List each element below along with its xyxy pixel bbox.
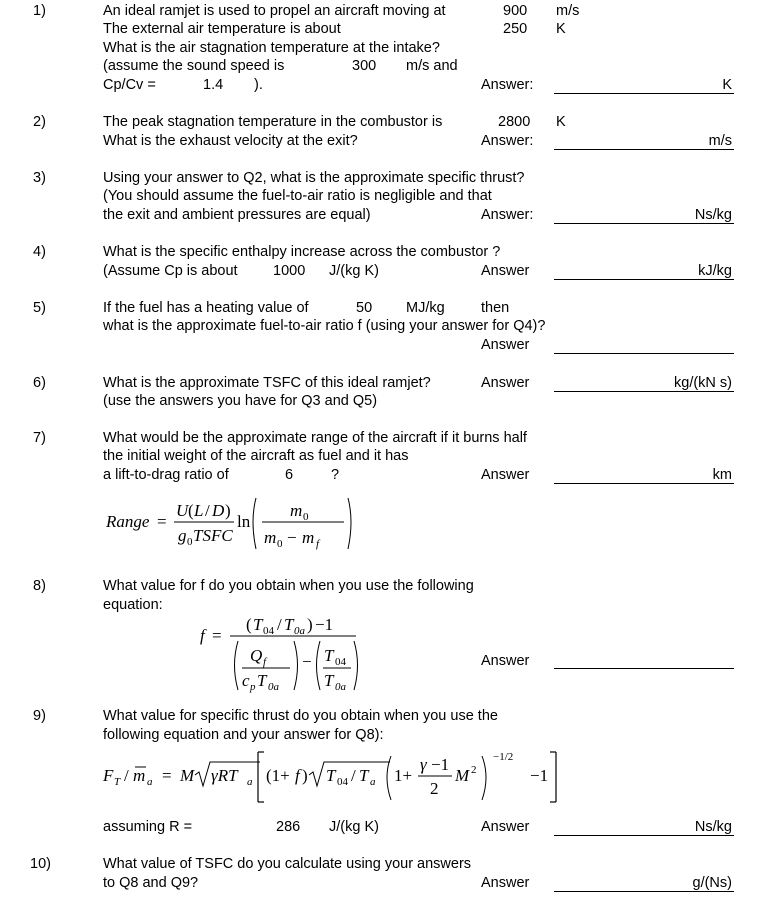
question-text: Cp/Cv =: [103, 77, 156, 93]
svg-text:f: f: [200, 626, 205, 645]
answer-label: Answer:: [481, 207, 534, 223]
svg-text:F: F: [103, 766, 114, 785]
question-text: what is the approximate fuel-to-air ratio f (using your answer for Q4)?: [103, 318, 546, 334]
svg-text:p: p: [250, 681, 256, 693]
question-text: Using your answer to Q2, what is the approximate specific thrust?: [103, 170, 525, 186]
svg-text:/: /: [351, 766, 356, 785]
given-unit: MJ/kg: [406, 300, 445, 316]
question-text: The peak stagnation temperature in the combustor is: [103, 114, 443, 130]
answer-unit: km: [712, 467, 732, 483]
svg-text:04: 04: [337, 776, 348, 788]
svg-text:0a: 0a: [268, 681, 279, 693]
svg-text:0: 0: [303, 511, 309, 523]
question-text: (assume the sound speed is: [103, 58, 285, 74]
given-value: 286: [276, 819, 301, 835]
svg-text:=: =: [162, 766, 172, 785]
svg-text:04: 04: [335, 656, 346, 668]
question-text: following equation and your answer for Q8):: [103, 727, 384, 743]
question-text: An ideal ramjet is used to propel an aircraft moving at: [103, 3, 446, 19]
svg-text:M: M: [455, 766, 470, 785]
given-unit: K: [556, 21, 566, 37]
svg-text:0: 0: [187, 536, 193, 548]
question-number: 6): [33, 375, 46, 391]
fuel-air-ratio-equation: [198, 610, 368, 695]
svg-text:a: a: [147, 776, 153, 788]
svg-text:=: =: [212, 626, 222, 645]
svg-text:T: T: [359, 766, 369, 785]
svg-text:=: =: [157, 512, 167, 531]
svg-text:/: /: [277, 615, 282, 634]
question-text: to Q8 and Q9?: [103, 875, 199, 891]
answer-label: Answer: [481, 263, 530, 279]
answer-label: Answer: [481, 875, 530, 891]
svg-text:m: m: [290, 501, 303, 520]
question-text: What value for specific thrust do you obtain when you use the: [103, 708, 498, 724]
svg-text:c: c: [242, 671, 250, 690]
svg-text:2: 2: [430, 779, 439, 798]
svg-text:0a: 0a: [294, 625, 305, 637]
question-text: What is the approximate TSFC of this ideal ramjet?: [103, 375, 431, 391]
question-text: a lift-to-drag ratio of: [103, 467, 229, 483]
svg-text:T: T: [284, 615, 294, 634]
svg-text:ln: ln: [237, 512, 251, 531]
svg-text:−1: −1: [315, 615, 334, 634]
question-text: What is the air stagnation temperature at the intake?: [103, 40, 440, 56]
question-text: equation:: [103, 597, 163, 613]
svg-text:f: f: [295, 766, 300, 785]
question-text: (You should assume the fuel-to-air ratio is negligible and that: [103, 188, 492, 204]
svg-text:0a: 0a: [335, 681, 346, 693]
svg-text:m: m: [133, 766, 146, 785]
question-number: 5): [33, 300, 46, 316]
svg-text:f: f: [263, 656, 267, 668]
svg-text:−1: −1: [530, 766, 549, 785]
question-number: 1): [33, 3, 46, 19]
answer-field[interactable]: [554, 93, 734, 94]
svg-text:Q: Q: [250, 646, 263, 665]
answer-unit: kg/(kN s): [674, 375, 732, 391]
answer-label: Answer: [481, 819, 530, 835]
svg-text:T: T: [114, 776, 121, 788]
answer-label: Answer:: [481, 133, 534, 149]
answer-label: Answer: [481, 375, 530, 391]
given-unit: m/s: [556, 3, 580, 19]
question-text: What value for f do you obtain when you use the following: [103, 578, 474, 594]
question-text: What value of TSFC do you calculate using your answers: [103, 856, 472, 872]
given-unit: J/(kg K): [329, 263, 379, 279]
answer-field[interactable]: [554, 353, 734, 354]
given-value: 6: [285, 467, 294, 483]
question-text: What is the exhaust velocity at the exit?: [103, 133, 358, 149]
answer-field[interactable]: [554, 668, 734, 669]
svg-text:a: a: [247, 776, 253, 788]
given-value: 250: [503, 21, 528, 37]
svg-text:−1/2: −1/2: [493, 751, 514, 763]
answer-unit: m/s: [708, 133, 732, 149]
question-number: 3): [33, 170, 46, 186]
given-unit: K: [556, 114, 566, 130]
question-text: (use the answers you have for Q3 and Q5): [103, 393, 378, 409]
given-unit: J/(kg K): [329, 819, 379, 835]
svg-text:U: U: [176, 501, 189, 520]
svg-text:): ): [225, 501, 231, 520]
answer-unit: K: [722, 77, 732, 93]
svg-text:T: T: [326, 766, 336, 785]
svg-text:M: M: [180, 766, 195, 785]
given-value: 300: [352, 58, 377, 74]
specific-thrust-equation: [100, 744, 575, 808]
svg-text:T: T: [257, 671, 267, 690]
svg-text:g: g: [178, 526, 187, 545]
question-text: assuming R =: [103, 819, 193, 835]
question-text: The external air temperature is about: [103, 21, 341, 37]
svg-text:T: T: [324, 646, 334, 665]
svg-text:0: 0: [277, 538, 283, 550]
svg-text:04: 04: [263, 625, 274, 637]
svg-text:γ: γ: [420, 755, 427, 774]
answer-field[interactable]: [554, 483, 734, 484]
given-value: 1.4: [203, 77, 224, 93]
svg-text:T: T: [324, 671, 334, 690]
svg-text:(: (: [188, 501, 194, 520]
answer-label: Answer: [481, 653, 530, 669]
svg-text:1+: 1+: [394, 766, 413, 785]
given-value: 1000: [273, 263, 306, 279]
given-value: 50: [356, 300, 373, 316]
svg-text:): ): [302, 766, 308, 785]
given-unit: m/s and: [406, 58, 458, 74]
range-equation: [104, 494, 364, 556]
question-text: the initial weight of the aircraft as fuel and it has: [103, 448, 409, 464]
svg-text:2: 2: [471, 764, 477, 776]
svg-text:T: T: [253, 615, 263, 634]
svg-text:γRT: γRT: [211, 766, 238, 785]
svg-text:m: m: [302, 528, 315, 547]
svg-text:m: m: [264, 528, 277, 547]
svg-text:(1+: (1+: [266, 766, 290, 785]
question-text: What is the specific enthalpy increase across the combustor ?: [103, 244, 501, 260]
question-text: If the fuel has a heating value of: [103, 300, 309, 316]
svg-text:L: L: [194, 501, 204, 520]
answer-label: Answer: [481, 467, 530, 483]
question-text: ).: [254, 77, 263, 93]
svg-text:−1: −1: [431, 755, 450, 774]
question-number: 8): [33, 578, 46, 594]
svg-text:f: f: [316, 538, 320, 550]
answer-unit: kJ/kg: [698, 263, 732, 279]
given-value: 900: [503, 3, 528, 19]
question-text: (Assume Cp is about: [103, 263, 238, 279]
question-text: What would be the approximate range of the aircraft if it burns half: [103, 430, 527, 446]
answer-field[interactable]: [554, 149, 734, 150]
svg-text:Range: Range: [106, 512, 150, 531]
question-text: then: [481, 300, 510, 316]
answer-unit: g/(Ns): [692, 875, 732, 891]
question-text: the exit and ambient pressures are equal): [103, 207, 371, 223]
svg-text:/: /: [205, 501, 210, 520]
question-number: 2): [33, 114, 46, 130]
svg-text:/: /: [124, 766, 129, 785]
question-text: ?: [331, 467, 340, 483]
given-value: 2800: [498, 114, 531, 130]
answer-unit: Ns/kg: [694, 819, 732, 835]
answer-label: Answer:: [481, 77, 534, 93]
question-number: 7): [33, 430, 46, 446]
svg-text:): ): [307, 615, 313, 634]
svg-text:a: a: [370, 776, 376, 788]
answer-label: Answer: [481, 337, 530, 353]
question-number: 4): [33, 244, 46, 260]
svg-text:(: (: [246, 615, 252, 634]
answer-unit: Ns/kg: [694, 207, 732, 223]
svg-text:−: −: [287, 528, 297, 547]
svg-text:TSFC: TSFC: [193, 526, 233, 545]
svg-text:−: −: [302, 652, 312, 671]
question-number: 10): [30, 856, 51, 872]
svg-text:D: D: [212, 501, 225, 520]
question-number: 9): [33, 708, 46, 724]
